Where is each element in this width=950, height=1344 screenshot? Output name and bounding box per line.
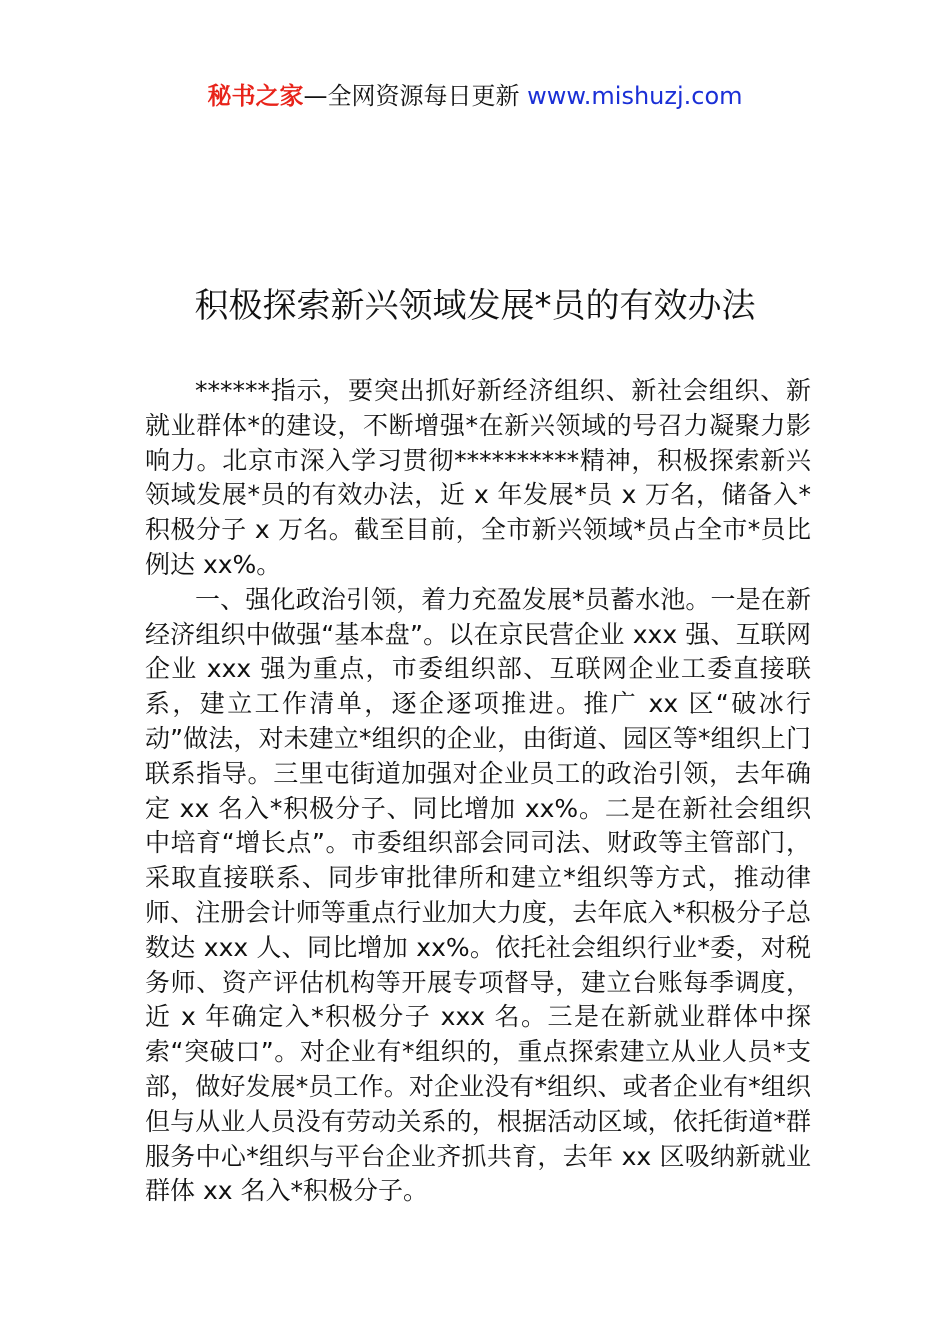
site-header (0, 80, 950, 112)
site-url-link[interactable]: www.mishuzj.com (527, 82, 743, 110)
document-title: 积极探索新兴领域发展*员的有效办法 (194, 286, 756, 326)
document-body (145, 374, 811, 1209)
site-brand: 秘书之家 (207, 82, 304, 110)
paragraph-intro: ******指示，要突出抓好新经济组织、新社会组织、新就业群体*的建设，不断增强*在新兴领域的号召力凝聚力影响力。北京市深入学习贯彻**********精神，积极探索新兴领域发展*员的有效办法，近 x 年发展*员 x 万名，储备入*积极分子 x 万名。截至目前，全市新兴领域*员占全市*员比例达 xx%。 (145, 376, 811, 579)
paragraph-section-one: 一、强化政治引领，着力充盈发展*员蓄水池。一是在新经济组织中做强“基本盘”。以在京民营企业 xxx 强、互联网企业 xxx 强为重点，市委组织部、互联网企业工委直接联系，建立工作清单，逐企逐项推进。推广 xx 区“破冰行动”做法，对未建立*组织的企业，由街道、园区等*组织上门联系指导。三里屯街道加强对企业员工的政治引领，去年确定 xx 名入*积极分子、同比增加 xx%。二是在新社会组织中培育“增长点”。市委组织部会同司法、财政等主管部门，采取直接联系、同步审批律所和建立*组织等方式，推动律师、注册会计师等重点行业加大力度，去年底入*积极分子总数达 xxx 人、同比增加 xx%。依托社会组织行业*委，对税务师、资产评估机构等开展专项督导，建立台账每季调度，近 x 年确定入*积极分子 xxx 名。三是在新就业群体中探索“突破口”。对企业有*组织的，重点探索建立从业人员*支部，做好发展*员工作。对企业没有*组织、或者企业有*组织但与从业人员没有劳动关系的，根据活动区域，依托街道*群服务中心*组织与平台企业齐抓共育，去年 xx 区吸纳新就业群体 xx 名入*积极分子。 (145, 584, 811, 1206)
site-tagline: —全网资源每日更新 (303, 82, 520, 110)
